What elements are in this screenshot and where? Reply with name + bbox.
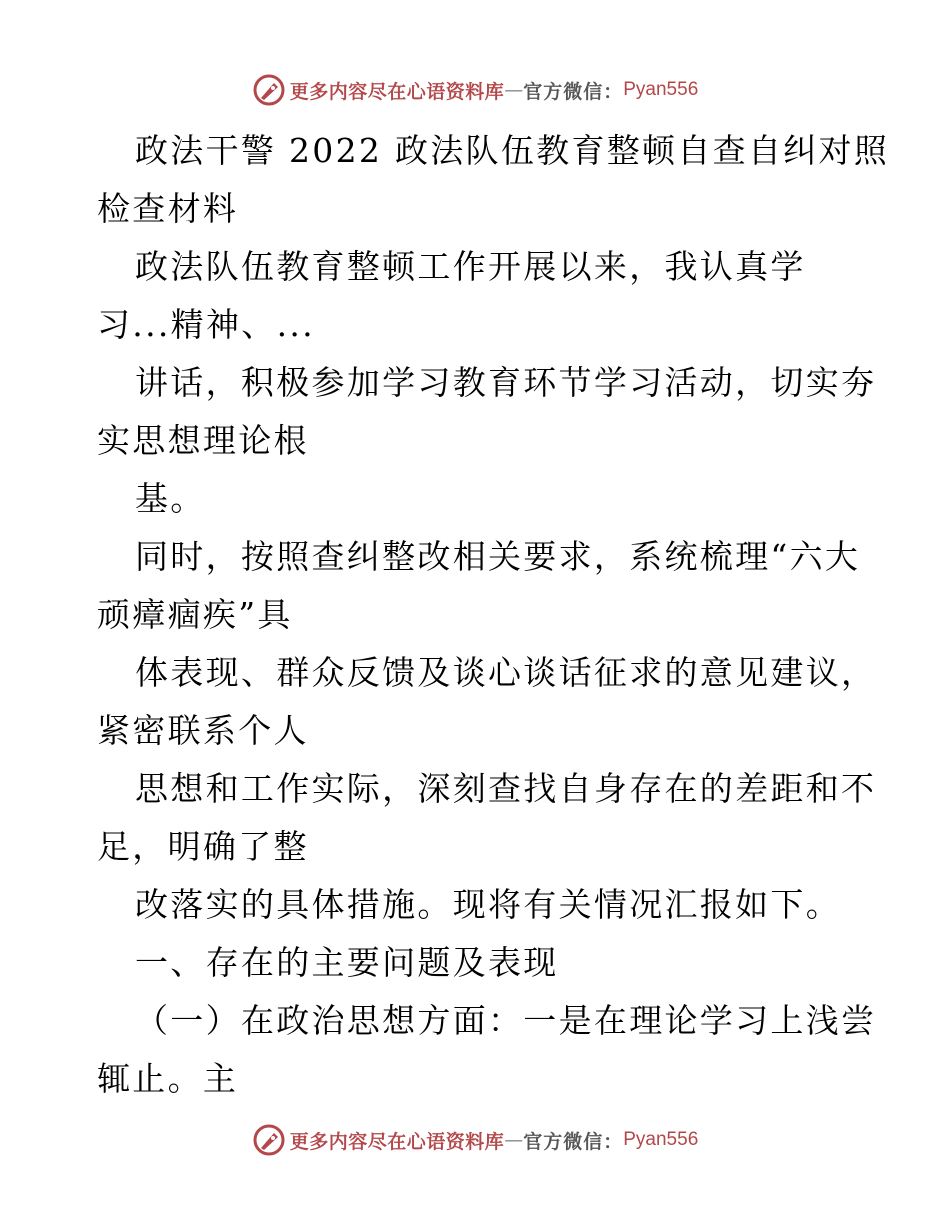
- document-line: 基。: [135, 479, 206, 518]
- document-line: 习...精神、...: [97, 305, 315, 344]
- watermark-wechat-id: Pyan556: [623, 79, 699, 100]
- document-line: 政法干警 2022 政法队伍教育整顿自查自纠对照: [135, 131, 890, 170]
- document-line: 实思想理论根: [97, 421, 309, 460]
- document-line: 检查材料: [97, 189, 239, 228]
- document-line: 紧密联系个人: [97, 711, 309, 750]
- watermark-brand: 更多内容尽在心语资料库: [289, 1130, 505, 1153]
- watermark-official: 官方微信：: [523, 1130, 624, 1153]
- header-watermark: [0, 70, 950, 110]
- document-line: （一）在政治思想方面：一是在理论学习上浅尝: [135, 1001, 877, 1040]
- document-line: 足，明确了整: [97, 827, 309, 866]
- document-body: [97, 122, 890, 1108]
- watermark-dash: —: [504, 79, 524, 101]
- document-line: 顽瘴痼疾”具: [97, 595, 293, 634]
- pen-nib-logo-icon: [252, 73, 286, 107]
- document-line: 同时，按照查纠整改相关要求，系统梳理“六大: [135, 537, 861, 576]
- document-line: 体表现、群众反馈及谈心谈话征求的意见建议，: [135, 653, 877, 692]
- document-line: 改落实的具体措施。现将有关情况汇报如下。: [135, 885, 841, 924]
- footer-watermark: [0, 1120, 950, 1160]
- watermark-brand: 更多内容尽在心语资料库: [289, 80, 505, 103]
- pen-nib-logo-icon: [252, 1123, 286, 1157]
- watermark-official: 官方微信：: [523, 80, 624, 103]
- watermark-dash: —: [504, 1129, 524, 1151]
- document-line: 讲话，积极参加学习教育环节学习活动，切实夯: [135, 363, 877, 402]
- document-line: 政法队伍教育整顿工作开展以来，我认真学: [135, 247, 806, 286]
- document-line: 一、存在的主要问题及表现: [135, 943, 559, 982]
- document-line: 辄止。主: [97, 1059, 239, 1098]
- watermark-wechat-id: Pyan556: [623, 1129, 699, 1150]
- document-line: 思想和工作实际，深刻查找自身存在的差距和不: [135, 769, 877, 808]
